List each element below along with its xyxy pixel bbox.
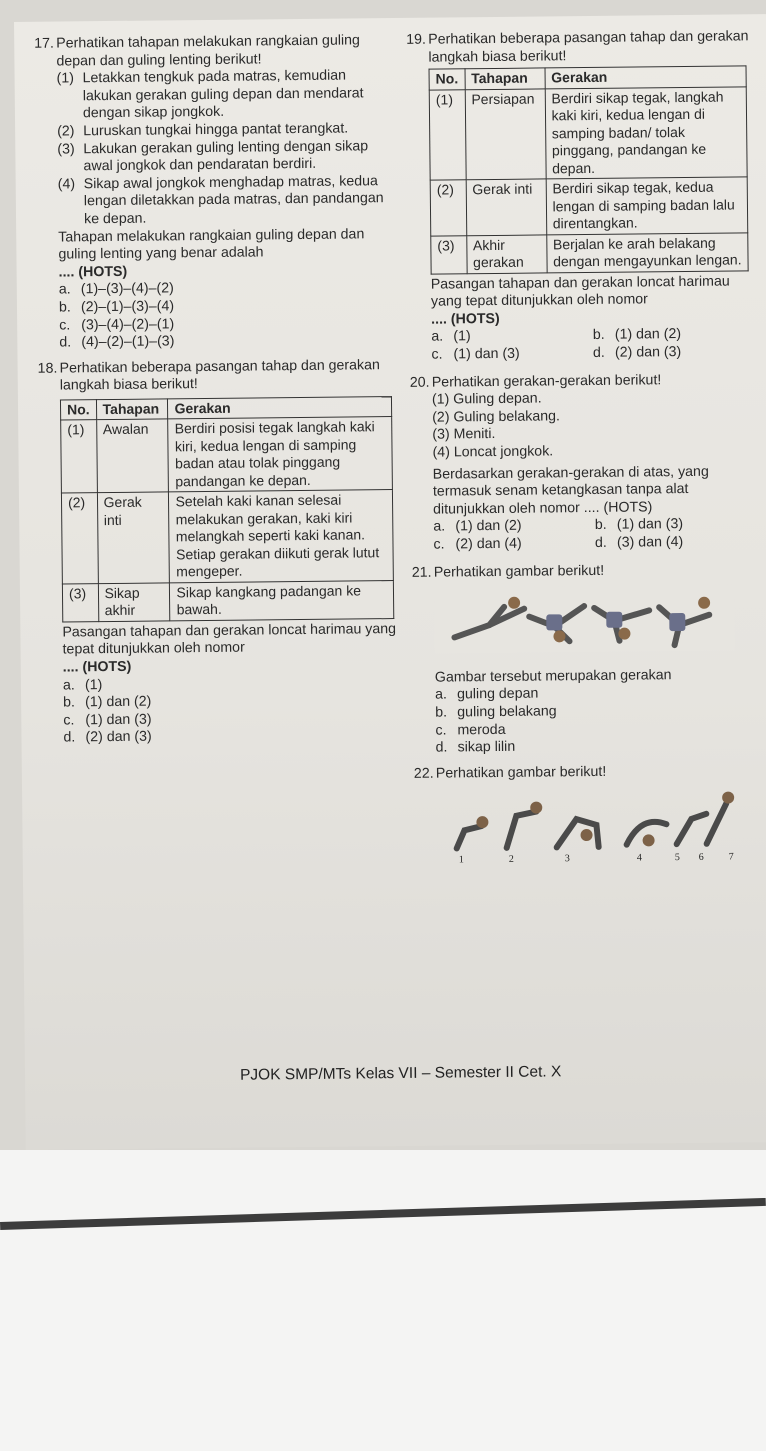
question-17: [34, 32, 399, 352]
q18-cell: Awalan: [96, 419, 169, 493]
q19-cell: Berdiri sikap tegak, langkah kaki kiri, kedua lengan di samping badan/ tolak pinggang, pandangan ke depan.: [545, 87, 747, 180]
q17-step-text: Sikap awal jongkok menghadap matras, kedua lengan diletakkan pada matras, dan pandangan ke depan.: [83, 172, 384, 228]
q17-step-number: (4): [57, 176, 76, 193]
q17-step-text: Letakkan tengkuk pada matras, kemudian lakukan gerakan guling depan dan mendarat dengan sikap jongkok.: [82, 67, 364, 122]
q18-option-letter: c.: [63, 712, 75, 729]
q18-question: Pasangan tahapan dan gerakan loncat harimau yang tepat ditunjukkan oleh nomor: [62, 620, 397, 658]
q19-cell: Berjalan ke arah belakang dengan mengayunkan lengan.: [546, 233, 748, 273]
q17-number: 17.: [34, 35, 55, 52]
q18-header-cell: Tahapan: [96, 399, 168, 420]
q21-number: 21.: [411, 564, 432, 581]
q21-option-text: sikap lilin: [457, 738, 516, 756]
q21-option-text: guling belakang: [457, 703, 557, 721]
question-18: [38, 357, 404, 748]
q18-option-text: (1): [84, 676, 103, 693]
q18-option-text: (2) dan (3): [85, 729, 152, 746]
q21-option-letter: d.: [435, 739, 448, 756]
page-footer: PJOK SMP/MTs Kelas VII – Semester II Cet. X: [239, 1063, 562, 1084]
q18-cell: Sikap akhir: [98, 583, 170, 622]
q20-option-c: [433, 535, 595, 554]
q18-cell: Berdiri posisi tegak langkah kaki kiri, kedua lengan di samping badan atau tolak pinggang pandangan ke depan.: [168, 417, 392, 492]
q18-option-letter: d.: [63, 729, 76, 746]
q18-hots: .... (HOTS): [62, 658, 132, 676]
q20-option-d: [595, 533, 757, 552]
q19-cell: Persiapan: [465, 89, 546, 180]
q19-cell: Berdiri sikap tegak, kedua lengan di samping badan lalu direntangkan.: [546, 177, 748, 235]
q19-option-a: [431, 327, 593, 346]
figure-step-label-3: 3: [564, 853, 570, 865]
figure-step-label-4: 4: [636, 852, 642, 864]
q19-header-cell: Tahapan: [465, 68, 545, 89]
q18-row: [61, 417, 393, 493]
q20-item: (1) Guling depan.: [431, 390, 542, 408]
q19-cell: (3): [431, 235, 467, 273]
question-19: [406, 28, 754, 364]
q19-option-text: (2) dan (3): [614, 344, 682, 361]
q21-option-text: guling depan: [456, 685, 539, 703]
q17-option-d: [59, 331, 399, 352]
q19-cell: (1): [429, 89, 466, 180]
q17-question: Tahapan melakukan rangkaian guling depan dan guling lenting yang benar adalah: [58, 225, 365, 263]
q18-cell: (2): [61, 493, 98, 584]
tile-grout-line: [0, 1198, 766, 1230]
q18-number: 18.: [37, 360, 58, 377]
q21-option-letter: c.: [435, 722, 447, 739]
q17-step: [57, 138, 397, 177]
q21-option-letter: a.: [434, 686, 447, 704]
q22-number: 22.: [413, 765, 434, 782]
q17-options: [37, 278, 400, 352]
q20-stem: Perhatikan gerakan-gerakan berikut!: [431, 371, 662, 391]
q18-stem: Perhatikan beberapa pasangan tahap dan gerakan langkah biasa berikut!: [59, 356, 380, 394]
q17-option-letter: a.: [58, 281, 71, 298]
q20-option-text: (1) dan (3): [616, 516, 684, 534]
q18-cell: Sikap kangkang padangan ke bawah.: [170, 580, 394, 620]
q17-step-number: (1): [56, 70, 75, 87]
q20-number: 20.: [409, 374, 430, 391]
q17-option-text: (1)–(3)–(4)–(2): [80, 280, 174, 298]
figure-step-label-5: 5: [674, 852, 680, 864]
q17-stem: Perhatikan tahapan melakukan rangkaian guling depan dan guling lenting berikut!: [56, 32, 360, 70]
q17-step: [57, 67, 398, 123]
q20-option-letter: c.: [433, 536, 445, 553]
q17-step-number: (2): [57, 123, 75, 140]
q18-option-text: (1) dan (3): [85, 711, 152, 729]
q19-option-d: [593, 343, 755, 362]
q17-steps: [35, 67, 399, 229]
q19-option-text: (1) dan (3): [453, 345, 520, 363]
q19-option-text: (1) dan (2): [614, 326, 682, 344]
q17-step: [58, 173, 399, 229]
right-column: [406, 28, 760, 873]
floor-tiles: [0, 1150, 766, 1451]
q19-row: [429, 87, 747, 181]
q18-option-letter: b.: [63, 694, 76, 711]
q18-cell: Setelah kaki kanan selesai melakukan gerakan, kaki kiri melangkah seperti kaki kanan. Setiap gerakan diikuti gerak lutut mengeper.: [169, 490, 393, 583]
q19-cell: Akhir gerakan: [466, 235, 546, 274]
q20-items: [410, 389, 756, 463]
cartwheel-figure: [412, 584, 758, 659]
q19-option-letter: b.: [592, 327, 605, 344]
q18-header-cell: Gerakan: [168, 396, 392, 419]
q20-question: Berdasarkan gerakan-gerakan di atas, yang termasuk senam ketangkasan tanpa alat ditunjukkan oleh nomor .... (HOTS): [432, 463, 709, 518]
q17-step-text: Lakukan gerakan guling lenting dengan sikap awal jongkok dan pendaratan berdiri.: [83, 137, 369, 175]
q21-options: [413, 684, 759, 758]
q19-option-text: (1): [453, 328, 471, 345]
q18-cell: (3): [62, 584, 98, 622]
q21-option-text: meroda: [457, 721, 506, 738]
q20-option-text: (1) dan (2): [455, 518, 522, 535]
book-page: [14, 14, 766, 1150]
q19-option-c: [431, 345, 593, 364]
q17-step-text: Luruskan tungkai hingga pantat terangkat.: [83, 120, 349, 140]
q20-options: [411, 516, 756, 555]
q19-option-letter: c.: [431, 346, 443, 363]
q19-option-letter: d.: [592, 344, 605, 362]
q19-header-cell: Gerakan: [545, 66, 747, 89]
q21-option-letter: b.: [435, 704, 448, 721]
q19-row: [430, 177, 748, 236]
q18-row: [62, 580, 393, 621]
q21-question: Gambar tersebut merupakan gerakan: [434, 666, 672, 686]
q20-item: (2) Guling belakang.: [432, 408, 561, 426]
q20-option-text: (3) dan (4): [616, 534, 684, 551]
q18-option-text: (1) dan (2): [85, 693, 152, 711]
q18-cell: (1): [61, 420, 97, 493]
q18-options: [41, 674, 404, 748]
q17-option-letter: b.: [58, 299, 71, 316]
figure-step-label-1: 1: [458, 854, 464, 866]
q18-row: [61, 490, 393, 584]
roll-sequence-figure: [414, 784, 760, 873]
q19-options: [409, 326, 754, 365]
q20-option-letter: b.: [594, 517, 607, 534]
q19-question: Pasangan tahapan dan gerakan loncat harimau yang tepat ditunjukkan oleh nomor: [430, 273, 730, 310]
q21-option-d: [436, 736, 759, 757]
question-20: [410, 371, 757, 555]
q19-table: [429, 66, 749, 275]
q21-stem: Perhatikan gambar berikut!: [433, 562, 605, 581]
figure-step-label-6: 6: [698, 852, 704, 864]
q17-option-text: (2)–(1)–(3)–(4): [80, 298, 175, 316]
q18-option-d: [63, 726, 403, 747]
figure-step-labels: [459, 852, 734, 866]
q20-option-text: (2) dan (4): [455, 535, 522, 553]
question-22: [414, 762, 760, 873]
q20-item: (4) Loncat jongkok.: [432, 443, 554, 461]
question-21: [412, 561, 759, 758]
q17-option-text: (3)–(4)–(2)–(1): [81, 315, 175, 333]
q17-hots: .... (HOTS): [58, 263, 128, 281]
q18-cell: Gerak inti: [97, 492, 170, 583]
figure-step-label-2: 2: [508, 854, 514, 866]
figure-step-label-7: 7: [728, 851, 734, 863]
q18-table: [60, 396, 394, 622]
q19-number: 19.: [406, 31, 427, 48]
q20-option-a: [433, 517, 595, 536]
q19-cell: (2): [430, 180, 466, 236]
q19-hots: .... (HOTS): [431, 310, 500, 328]
q18-option-letter: a.: [62, 677, 75, 694]
q19-stem: Perhatikan beberapa pasangan tahap dan gerakan langkah biasa berikut!: [428, 28, 749, 66]
q17-option-text: (4)–(2)–(1)–(3): [81, 333, 175, 351]
q22-stem: Perhatikan gambar berikut!: [435, 763, 607, 782]
q20-item: (3) Meniti.: [432, 426, 496, 444]
q19-cell: Gerak inti: [466, 179, 547, 235]
q17-step-number: (3): [57, 140, 75, 158]
q20-option-letter: a.: [433, 518, 446, 536]
q19-row: [431, 233, 748, 274]
q19-header-cell: No.: [429, 69, 465, 90]
left-column: [34, 32, 403, 748]
q19-option-b: [593, 326, 755, 345]
q19-option-letter: a.: [431, 328, 444, 346]
q17-option-letter: c.: [59, 316, 71, 334]
q18-header-cell: No.: [60, 400, 96, 421]
q17-option-letter: d.: [59, 334, 72, 351]
q20-option-b: [595, 516, 757, 535]
q20-option-letter: d.: [594, 534, 607, 551]
